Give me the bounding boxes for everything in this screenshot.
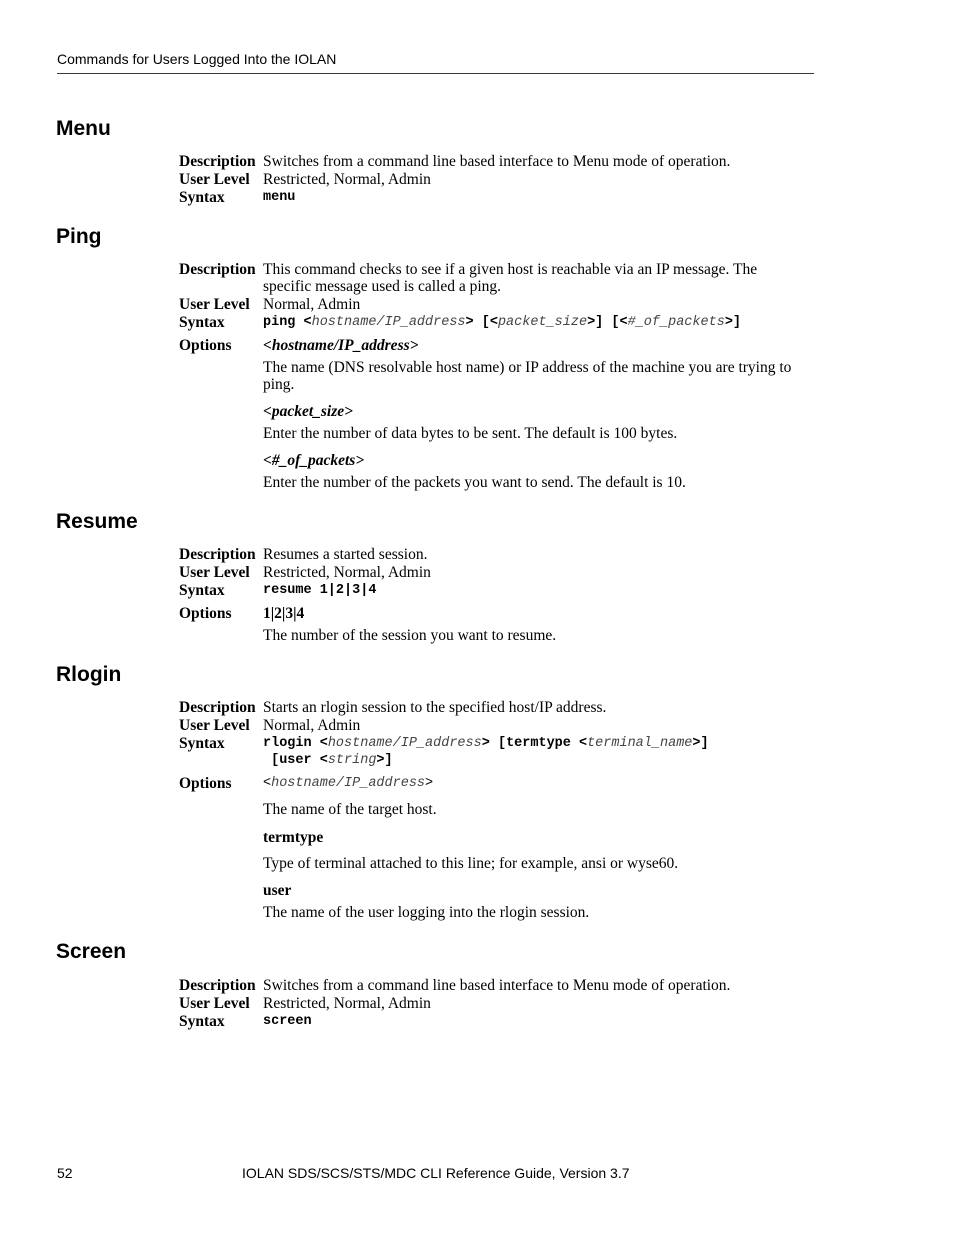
rlogin-syntax-arg-string: string: [327, 753, 377, 768]
ping-option-packet-size-desc: Enter the number of data bytes to be sent. The default is 100 bytes.: [263, 425, 678, 442]
screen-description: Switches from a command line based interface to Menu mode of operation.: [263, 977, 731, 994]
running-header: Commands for Users Logged Into the IOLAN: [57, 51, 337, 67]
rlogin-option-user: user: [263, 882, 292, 899]
rlogin-option-hostname-desc: The name of the target host.: [263, 801, 437, 818]
ping-syntax: ping <hostname/IP_address> [<packet_size>] [<#_of_packets>]: [263, 315, 742, 330]
section-title-ping: Ping: [56, 225, 102, 248]
screen-user-level-label: User Level: [179, 995, 250, 1012]
section-title-screen: Screen: [56, 940, 127, 963]
page-number: 52: [57, 1165, 73, 1181]
resume-description-label: Description: [179, 546, 256, 563]
ping-option-packet-size: <packet_size>: [263, 403, 353, 420]
menu-description: Switches from a command line based interface to Menu mode of operation.: [263, 153, 731, 170]
ping-description-line2: specific message used is called a ping.: [263, 278, 502, 295]
rlogin-syntax-cmd: rlogin: [263, 736, 312, 751]
rlogin-option-hostname-name: hostname/IP_address: [271, 776, 426, 791]
rlogin-description-label: Description: [179, 699, 256, 716]
rlogin-syntax-kw-user: user: [279, 753, 312, 768]
resume-syntax: resume 1|2|3|4: [263, 583, 377, 598]
rlogin-syntax-kw-termtype: termtype: [506, 736, 571, 751]
rlogin-syntax-line1: rlogin <hostname/IP_address> [termtype <terminal_name>]: [263, 736, 709, 751]
ping-syntax-arg-size: packet_size: [497, 315, 588, 330]
ping-syntax-cmd: ping: [263, 315, 296, 330]
ping-syntax-arg-count: #_of_packets: [627, 315, 725, 330]
rlogin-syntax-arg-terminal: terminal_name: [587, 736, 693, 751]
section-title-rlogin: Rlogin: [56, 663, 122, 686]
resume-option-session-desc: The number of the session you want to resume.: [263, 627, 557, 644]
rlogin-user-level-label: User Level: [179, 717, 250, 734]
rlogin-user-level: Normal, Admin: [263, 717, 361, 734]
menu-syntax-label: Syntax: [179, 189, 225, 206]
resume-description: Resumes a started session.: [263, 546, 428, 563]
ping-option-hostname: <hostname/IP_address>: [263, 337, 419, 354]
resume-user-level-label: User Level: [179, 564, 250, 581]
resume-user-level: Restricted, Normal, Admin: [263, 564, 431, 581]
rlogin-option-termtype-desc: Type of terminal attached to this line; for example, ansi or wyse60.: [263, 855, 679, 872]
resume-option-session: 1|2|3|4: [263, 605, 305, 622]
rlogin-syntax-arg-host: hostname/IP_address: [327, 736, 482, 751]
section-title-menu: Menu: [56, 117, 111, 140]
screen-description-label: Description: [179, 977, 256, 994]
rlogin-syntax-label: Syntax: [179, 735, 225, 752]
rlogin-options-label: Options: [179, 775, 232, 792]
ping-option-packets: <#_of_packets>: [263, 452, 365, 469]
ping-option-hostname-desc-line1: The name (DNS resolvable host name) or IP address of the machine you are trying to: [263, 359, 792, 376]
ping-option-packets-desc: Enter the number of the packets you want to send. The default is 10.: [263, 474, 686, 491]
rlogin-description: Starts an rlogin session to the specified host/IP address.: [263, 699, 607, 716]
header-rule: [57, 73, 814, 74]
menu-user-level: Restricted, Normal, Admin: [263, 171, 431, 188]
resume-options-label: Options: [179, 605, 232, 622]
ping-user-level: Normal, Admin: [263, 296, 361, 313]
footer-title: IOLAN SDS/SCS/STS/MDC CLI Reference Guide, Version 3.7: [242, 1165, 630, 1181]
rlogin-option-hostname: <hostname/IP_address>: [263, 776, 434, 791]
rlogin-option-user-desc: The name of the user logging into the rlogin session.: [263, 904, 590, 921]
ping-option-hostname-desc-line2: ping.: [263, 376, 295, 393]
ping-options-label: Options: [179, 337, 232, 354]
ping-description-line1: This command checks to see if a given host is reachable via an IP message. The: [263, 261, 758, 278]
screen-user-level: Restricted, Normal, Admin: [263, 995, 431, 1012]
ping-syntax-arg-host: hostname/IP_address: [311, 315, 466, 330]
screen-syntax-label: Syntax: [179, 1013, 225, 1030]
rlogin-option-termtype: termtype: [263, 829, 324, 846]
menu-user-level-label: User Level: [179, 171, 250, 188]
ping-user-level-label: User Level: [179, 296, 250, 313]
screen-syntax: screen: [263, 1014, 312, 1029]
section-title-resume: Resume: [56, 510, 138, 533]
ping-description-label: Description: [179, 261, 256, 278]
rlogin-syntax-line2: [user <string>]: [263, 753, 393, 768]
resume-syntax-label: Syntax: [179, 582, 225, 599]
menu-syntax: menu: [263, 190, 296, 205]
menu-description-label: Description: [179, 153, 256, 170]
ping-syntax-label: Syntax: [179, 314, 225, 331]
